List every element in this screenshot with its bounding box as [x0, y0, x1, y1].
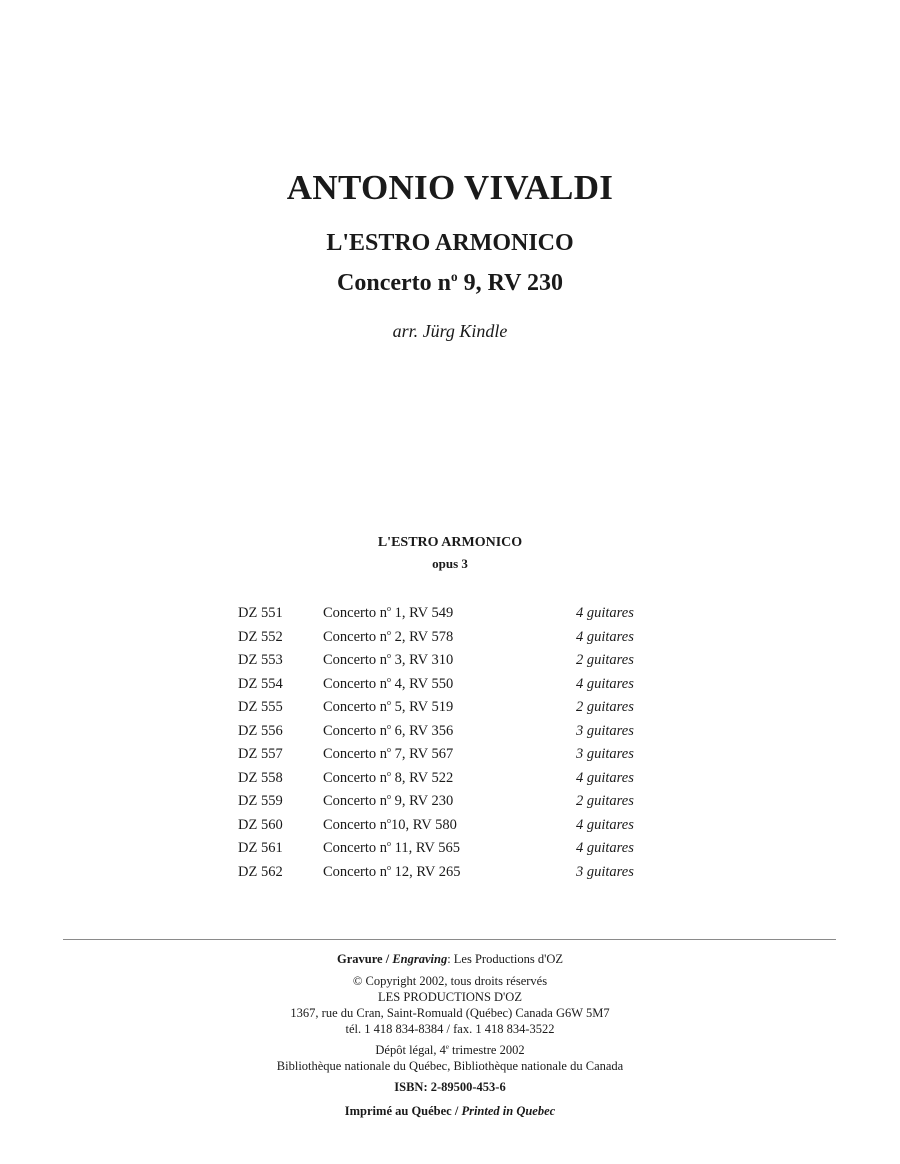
publisher-phone: tél. 1 418 834-8384 / fax. 1 418 834-3522 — [345, 1022, 555, 1036]
catalog-row — [0, 652, 900, 676]
colophon-divider — [63, 939, 836, 940]
catalog-code: DZ 554 — [238, 675, 283, 692]
catalog-title — [323, 817, 457, 834]
catalog-title — [323, 770, 453, 787]
series-opus: opus 3 — [432, 556, 468, 571]
isbn: ISBN: 2-89500-453-6 — [394, 1080, 506, 1094]
work-title: L'ESTRO ARMONICO — [326, 230, 574, 256]
catalog-title-prefix: Concerto n — [323, 840, 388, 856]
catalog-instrumentation: 2 guitares — [576, 699, 634, 715]
catalog-row — [0, 864, 900, 888]
catalog-row — [0, 840, 900, 864]
concerto-title-suffix: 9, RV 230 — [457, 270, 563, 296]
catalog-code: DZ 552 — [238, 628, 283, 645]
catalog-instrumentation: 2 guitares — [576, 793, 634, 809]
concerto-title-prefix: Concerto n — [337, 270, 451, 296]
catalog-title — [323, 746, 453, 763]
engraving-value: : Les Productions d'OZ — [447, 952, 563, 966]
catalog-title — [323, 699, 453, 716]
catalog-title-prefix: Concerto n — [323, 863, 388, 880]
catalog-title-ordinal: o — [387, 768, 392, 778]
catalog-code: DZ 556 — [238, 722, 283, 739]
copyright-line: © Copyright 2002, tous droits réservés — [352, 974, 548, 988]
catalog-row — [0, 629, 900, 653]
catalog-title-ordinal: o — [387, 651, 392, 661]
catalog-title-suffix: 10, RV 580 — [391, 816, 457, 833]
publisher-address: 1367, rue du Cran, Saint-Romuald (Québec) Canada G6W 5M7 — [290, 1006, 610, 1020]
legal-deposit-ordinal: e — [445, 1043, 449, 1051]
catalog-title-suffix: 12, RV 265 — [391, 863, 461, 880]
catalog-title — [323, 864, 461, 881]
catalog-title-prefix: Concerto n — [323, 722, 388, 739]
composer-name: ANTONIO VIVALDI — [286, 168, 614, 207]
catalog-title-suffix: 9, RV 230 — [391, 793, 454, 809]
catalog-code: DZ 553 — [238, 652, 283, 668]
engraving-separator: / — [382, 952, 393, 966]
catalog-title-ordinal: o — [387, 815, 392, 825]
catalog-title-prefix: Concerto n — [323, 769, 388, 786]
engraving-credit — [0, 951, 900, 967]
libraries-line: Bibliothèque nationale du Québec, Bibliothèque nationale du Canada — [276, 1059, 624, 1073]
catalog-title — [323, 793, 453, 810]
catalog-row — [0, 723, 900, 747]
catalog-title-suffix: 6, RV 356 — [391, 722, 454, 739]
legal-deposit-line — [0, 1042, 900, 1058]
catalog-title-suffix: 7, RV 567 — [391, 746, 454, 762]
catalog-title-prefix: Concerto n — [323, 652, 388, 668]
catalog-title-suffix: 8, RV 522 — [391, 769, 454, 786]
catalog-title — [323, 629, 453, 646]
catalog-title-ordinal: o — [387, 674, 392, 684]
catalog-instrumentation: 4 guitares — [576, 816, 634, 833]
catalog-title — [323, 723, 453, 740]
catalog-title-suffix: 11, RV 565 — [391, 840, 460, 856]
catalog-instrumentation: 4 guitares — [576, 628, 634, 645]
engraving-label-en: Engraving — [392, 952, 448, 966]
catalog-list — [0, 605, 900, 887]
catalog-code: DZ 562 — [238, 863, 283, 880]
catalog-title-ordinal: o — [387, 839, 392, 849]
catalog-instrumentation: 3 guitares — [576, 722, 634, 739]
arranger-credit: arr. Jürg Kindle — [392, 321, 508, 341]
catalog-title-prefix: Concerto n — [323, 699, 388, 715]
catalog-code: DZ 551 — [238, 605, 283, 621]
catalog-title — [323, 840, 460, 857]
legal-deposit-suffix: trimestre 2002 — [448, 1043, 525, 1057]
catalog-instrumentation: 4 guitares — [576, 675, 634, 692]
catalog-title-ordinal: o — [387, 721, 392, 731]
catalog-code: DZ 559 — [238, 793, 283, 809]
catalog-title-ordinal: o — [387, 862, 392, 872]
catalog-title-ordinal: o — [387, 745, 392, 755]
catalog-instrumentation: 4 guitares — [576, 840, 634, 856]
catalog-row — [0, 605, 900, 629]
printed-en: Printed in Quebec — [461, 1104, 556, 1118]
catalog-title-prefix: Concerto n — [323, 816, 388, 833]
catalog-row — [0, 793, 900, 817]
catalog-code: DZ 557 — [238, 746, 283, 762]
catalog-row — [0, 699, 900, 723]
catalog-title-ordinal: o — [387, 698, 392, 708]
catalog-instrumentation: 3 guitares — [576, 746, 634, 762]
catalog-title-ordinal: o — [387, 792, 392, 802]
catalog-title-prefix: Concerto n — [323, 793, 388, 809]
catalog-title-prefix: Concerto n — [323, 605, 388, 621]
catalog-title-suffix: 3, RV 310 — [391, 652, 454, 668]
catalog-instrumentation: 4 guitares — [576, 605, 634, 621]
catalog-instrumentation: 3 guitares — [576, 863, 634, 880]
catalog-title — [323, 605, 453, 622]
catalog-title-suffix: 5, RV 519 — [391, 699, 454, 715]
series-heading: L'ESTRO ARMONICO — [377, 535, 523, 550]
printed-in-line — [0, 1103, 900, 1119]
catalog-code: DZ 560 — [238, 816, 283, 833]
legal-deposit-block — [0, 1042, 900, 1074]
concerto-title-ordinal: o — [451, 269, 458, 284]
publisher-block — [0, 973, 900, 1037]
concerto-title — [0, 270, 900, 297]
catalog-code: DZ 555 — [238, 699, 283, 715]
catalog-code: DZ 558 — [238, 769, 283, 786]
catalog-title — [323, 652, 453, 669]
catalog-title — [323, 676, 453, 693]
printed-separator: / — [451, 1104, 462, 1118]
catalog-title-ordinal: o — [387, 627, 392, 637]
catalog-row — [0, 770, 900, 794]
catalog-title-suffix: 4, RV 550 — [391, 675, 454, 692]
catalog-title-suffix: 2, RV 578 — [391, 628, 454, 645]
engraving-label-fr: Gravure — [336, 952, 383, 966]
catalog-row — [0, 817, 900, 841]
printed-fr: Imprimé au Québec — [344, 1104, 452, 1118]
catalog-code: DZ 561 — [238, 840, 283, 856]
catalog-instrumentation: 2 guitares — [576, 652, 634, 668]
publisher-name: LES PRODUCTIONS D'OZ — [378, 990, 522, 1004]
catalog-title-prefix: Concerto n — [323, 746, 388, 762]
catalog-title-prefix: Concerto n — [323, 628, 388, 645]
catalog-title-ordinal: o — [387, 604, 392, 614]
catalog-title-suffix: 1, RV 549 — [391, 605, 454, 621]
catalog-instrumentation: 4 guitares — [576, 769, 634, 786]
catalog-row — [0, 676, 900, 700]
legal-deposit-prefix: Dépôt légal, 4 — [375, 1043, 446, 1057]
catalog-row — [0, 746, 900, 770]
catalog-title-prefix: Concerto n — [323, 675, 388, 692]
